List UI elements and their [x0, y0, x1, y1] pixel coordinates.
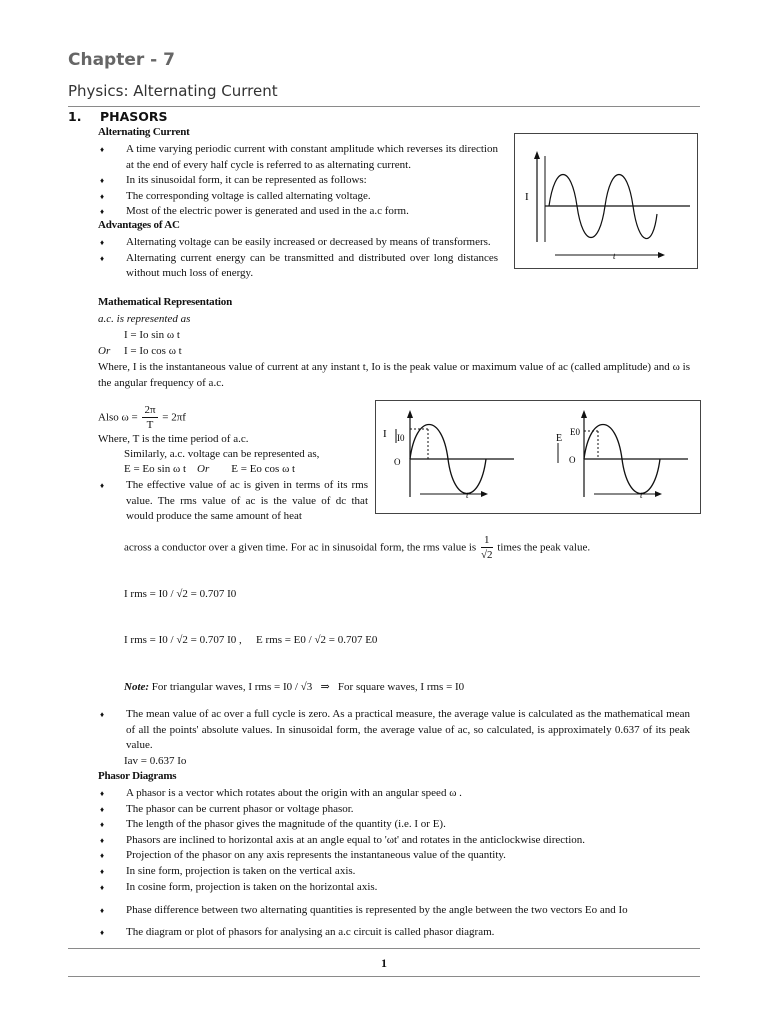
equation-current-sine: I = Io sin ω t: [124, 329, 180, 341]
origin-label: O: [394, 457, 401, 467]
where-time-period: Where, T is the time period of a.c.: [98, 433, 249, 445]
list-item: ♦ Projection of the phasor on any axis represents the instantaneous value of the quantity.: [100, 848, 690, 864]
or-label: Or: [98, 345, 111, 357]
average-value-equation: Iav = 0.637 Io: [124, 755, 187, 767]
time-axis-label: t: [466, 490, 469, 500]
list-item: ♦ A phasor is a vector which rotates about the origin with an angular speed ω .: [100, 786, 690, 802]
list-item: ♦ Alternating current energy can be transmitted and distributed over long distances without much loss of energy.: [100, 251, 498, 282]
where-paragraph: Where, I is the instantaneous value of current at any instant t, Io is the peak value or maximum value of ac (called amplitude) and ω is the angular frequency of a.c.: [98, 361, 690, 389]
ac-waveform-graph: [515, 134, 697, 268]
time-axis-label-right: t: [640, 490, 643, 500]
x-axis-label: t: [613, 251, 616, 261]
list-item: ♦ The mean value of ac over a full cycle is zero. As a practical measure, the average value is calculated as the mathematical mean of all the points' absolute values. In sinusoidal form, the average value of ac, so calculated, is approximately 0.637 of its peak value.: [100, 707, 690, 754]
note-line: Note: For triangular waves, I rms = I0 / √3 ⇒ For square waves, I rms = I0: [124, 681, 465, 693]
origin-label-right: O: [569, 455, 576, 465]
list-item: ♦ Most of the electric power is generated and used in the a.c form.: [100, 204, 498, 220]
list-item: ♦ Phase difference between two alternating quantities is represented by the angle between the two vectors Eo and Io: [100, 903, 690, 919]
phasor-bullet-list: [100, 786, 690, 940]
y-axis-label: I: [525, 191, 529, 203]
list-item: ♦ The diagram or plot of phasors for analysing an a.c circuit is called phasor diagram.: [100, 925, 690, 941]
list-item: ♦ Alternating voltage can be easily increased or decreased by means of transformers.: [100, 235, 498, 251]
list-item: ♦ The phasor can be current phasor or voltage phasor.: [100, 802, 690, 818]
ac-bullet-list: [100, 142, 498, 220]
current-axis-label: I: [383, 428, 387, 440]
ac-heading: Alternating Current: [98, 126, 190, 138]
irms-equation-2: I rms = I0 / √2 = 0.707 I0 ,: [124, 634, 242, 646]
chapter-title: Chapter - 7: [68, 50, 175, 70]
advantages-heading: Advantages of AC: [98, 219, 180, 231]
voltage-peak-label: E0: [570, 427, 580, 437]
omega-equation: Also ω = $\frac{2\pi}{T}$ = 2πf: [98, 404, 186, 431]
section-number: 1.: [68, 109, 82, 124]
irms-equation: I rms = I0 / √2 = 0.707 I0: [124, 588, 237, 600]
list-item: ♦ The effective value of ac is given in terms of its rms value. The rms value of ac is the value of dc that would produce the same amount of heat: [100, 478, 368, 525]
list-item: ♦ In cosine form, projection is taken on the horizontal axis.: [100, 880, 690, 896]
page-number: 1: [381, 956, 387, 970]
sine-cosine-figure: [375, 400, 701, 514]
list-item: ♦ In its sinusoidal form, it can be represented as follows:: [100, 173, 498, 189]
voltage-equations: E = Eo sin ω t Or E = Eo cos ω t: [124, 463, 296, 475]
similarly-text: Similarly, a.c. voltage can be represented as,: [124, 448, 320, 460]
ac-waveform-figure: [514, 133, 698, 269]
math-heading: Mathematical Representation: [98, 296, 233, 308]
phasor-heading: Phasor Diagrams: [98, 770, 177, 782]
list-item: ♦ The corresponding voltage is called alternating voltage.: [100, 189, 498, 205]
footer-bottom-divider: [68, 976, 700, 977]
list-item: ♦ The length of the phasor gives the magnitude of the quantity (i.e. I or E).: [100, 817, 690, 833]
footer-divider: [68, 948, 700, 949]
mean-bullet-list: [100, 707, 690, 754]
voltage-axis-label: E: [556, 433, 563, 444]
list-item: ♦ A time varying periodic current with constant amplitude which reverses its direction at the end of every half cycle is referred to as alternating current.: [100, 142, 498, 173]
current-peak-label: I0: [397, 433, 405, 443]
subject-title: Physics: Alternating Current: [68, 82, 278, 100]
math-intro: a.c. is represented as: [98, 313, 191, 325]
list-item: ♦ In sine form, projection is taken on the vertical axis.: [100, 864, 690, 880]
equation-current-cosine: I = Io cos ω t: [124, 345, 182, 357]
header-divider: [68, 106, 700, 107]
current-voltage-graphs: [376, 401, 700, 513]
section-title: PHASORS: [100, 109, 168, 124]
advantages-bullet-list: [100, 235, 498, 282]
rms-bullet-list: [100, 478, 368, 525]
rms-continuation: across a conductor over a given time. For ac in sinusoidal form, the rms value is $\frac{1}{√2}$ times the peak value.: [124, 534, 591, 561]
list-item: ♦ Phasors are inclined to horizontal axis at an angle equal to 'ωt' and rotates in the anticlockwise direction.: [100, 833, 690, 849]
erms-equation: E rms = E0 / √2 = 0.707 E0: [256, 634, 378, 646]
